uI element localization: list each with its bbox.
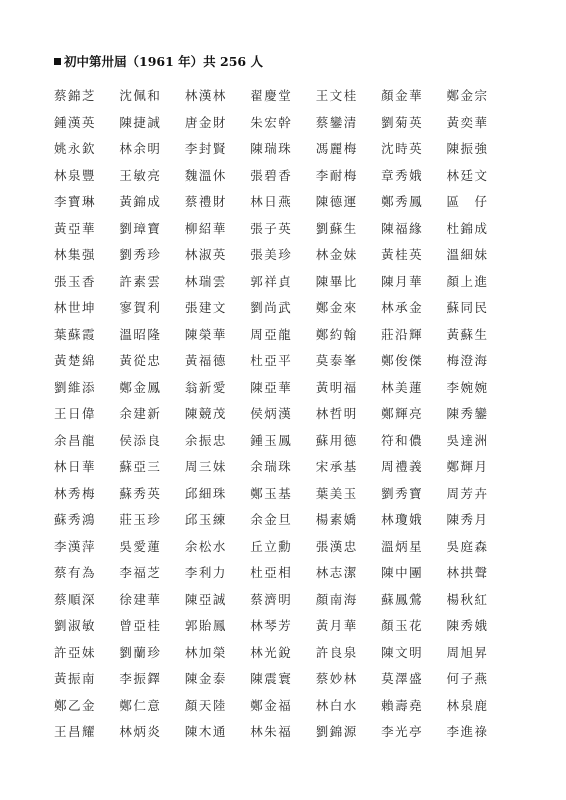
student-name: 章秀娥 [381,167,424,183]
name-row [54,374,512,401]
name-row [54,188,512,215]
name-row [54,109,512,136]
student-name: 陳秀娥 [446,618,489,634]
student-name: 林漢林 [184,88,227,104]
student-name: 陳福緣 [381,220,424,236]
student-name: 林美蓮 [381,379,424,395]
student-name: 林朱福 [250,724,293,740]
student-name: 黃福德 [184,353,227,369]
student-name: 王文桂 [315,88,358,104]
student-name: 莊沿輝 [381,326,424,342]
student-name: 王敏亮 [119,167,162,183]
name-row [54,241,512,268]
student-name: 林加榮 [184,644,227,660]
student-name: 許良泉 [315,644,358,660]
student-name: 林琴芳 [250,618,293,634]
student-name: 陳亞華 [250,379,293,395]
student-name: 符和儂 [381,432,424,448]
student-name: 顏南海 [315,591,358,607]
name-row [54,586,512,613]
student-name: 余松水 [184,538,227,554]
student-name: 林泉豐 [54,167,97,183]
student-name: 許亞妹 [54,644,97,660]
student-name: 林廷文 [446,167,489,183]
student-name: 何子燕 [446,671,489,687]
student-name: 寥賀利 [119,300,162,316]
student-name: 林拱聲 [446,565,489,581]
student-name: 李光亭 [381,724,424,740]
name-row [54,400,512,427]
student-name: 陳木通 [184,724,227,740]
student-name: 蘇秀英 [119,485,162,501]
student-name: 鄭玉基 [250,485,293,501]
name-row [54,135,512,162]
student-name: 溫昭隆 [119,326,162,342]
name-row [54,268,512,295]
student-name: 吳達洲 [446,432,489,448]
student-name: 陳捷誠 [119,114,162,130]
student-name: 賴壽堯 [381,697,424,713]
student-name: 林白水 [315,697,358,713]
student-name: 宋承基 [315,459,358,475]
student-name: 劉淑敏 [54,618,97,634]
student-name: 劉蘭珍 [119,644,162,660]
student-name: 徐建華 [119,591,162,607]
student-name: 張漢忠 [315,538,358,554]
student-name: 張碧香 [250,167,293,183]
student-name: 黃蘇生 [446,326,489,342]
name-row [54,215,512,242]
student-name: 黃振南 [54,671,97,687]
student-name: 王昌耀 [54,724,97,740]
student-name: 郭祥貞 [250,273,293,289]
student-name: 余瑞珠 [250,459,293,475]
student-name: 顏天陸 [184,697,227,713]
student-name: 劉菊英 [381,114,424,130]
name-row [54,506,512,533]
student-name: 陳振強 [446,141,489,157]
student-name: 周芳卉 [446,485,489,501]
student-name: 林日燕 [250,194,293,210]
student-name: 翟慶堂 [250,88,293,104]
student-name: 鄭金福 [250,697,293,713]
student-name: 鄭仁意 [119,697,162,713]
student-name: 陳震寰 [250,671,293,687]
student-name: 周三妹 [184,459,227,475]
student-name: 周禮義 [381,459,424,475]
student-name: 王日偉 [54,406,97,422]
student-name: 林金妹 [315,247,358,263]
student-name: 丘立勳 [250,538,293,554]
student-name: 梅澄海 [446,353,489,369]
student-name: 張玉香 [54,273,97,289]
student-name: 李振鐸 [119,671,162,687]
name-row [54,718,512,745]
student-name: 鄭輝亮 [381,406,424,422]
student-name: 顏上進 [446,273,489,289]
student-name: 林承金 [381,300,424,316]
student-name: 李進祿 [446,724,489,740]
student-name: 莊玉珍 [119,512,162,528]
student-name: 李婉婉 [446,379,489,395]
student-name: 沈佩和 [119,88,162,104]
student-name: 李福芝 [119,565,162,581]
student-name: 陳瑞珠 [250,141,293,157]
student-name: 陳中團 [381,565,424,581]
student-name: 黃月華 [315,618,358,634]
student-name: 蔡錦芝 [54,88,97,104]
student-name: 杜錦成 [446,220,489,236]
student-name: 蔡鑾清 [315,114,358,130]
name-list [54,82,512,745]
name-row [54,453,512,480]
student-name: 鍾漢英 [54,114,97,130]
student-name: 林淑英 [184,247,227,263]
student-name: 李寶琳 [54,194,97,210]
student-name: 劉尚武 [250,300,293,316]
student-name: 陳亞誠 [184,591,227,607]
student-name: 鄭俊傑 [381,353,424,369]
student-name: 杜亞平 [250,353,293,369]
student-name: 余振忠 [184,432,227,448]
student-name: 鍾玉鳳 [250,432,293,448]
student-name: 蘇鳳鶯 [381,591,424,607]
student-name: 黃明福 [315,379,358,395]
student-name: 周亞龍 [250,326,293,342]
student-name: 楊秋紅 [446,591,489,607]
student-name: 蘇用德 [315,432,358,448]
section-title [54,52,263,70]
student-name: 杜亞相 [250,565,293,581]
student-name: 陳榮華 [184,326,227,342]
student-name: 顏金華 [381,88,424,104]
student-name: 劉蘇生 [315,220,358,236]
student-name: 許素雲 [119,273,162,289]
student-name: 姚永欽 [54,141,97,157]
name-row [54,612,512,639]
student-name: 林世坤 [54,300,97,316]
student-name: 鄭乙金 [54,697,97,713]
student-name: 侯添良 [119,432,162,448]
name-row [54,347,512,374]
name-row [54,294,512,321]
student-name: 郭貽鳳 [184,618,227,634]
student-name: 蘇亞三 [119,459,162,475]
student-name: 黃從忠 [119,353,162,369]
name-row [54,480,512,507]
student-name: 陳文明 [381,644,424,660]
student-name: 林余明 [119,141,162,157]
student-name: 葉美玉 [315,485,358,501]
student-name: 余金旦 [250,512,293,528]
name-row [54,82,512,109]
student-name: 李漢萍 [54,538,97,554]
student-name: 黃亞華 [54,220,97,236]
student-name: 蔡禮財 [184,194,227,210]
student-name: 蔡妙林 [315,671,358,687]
student-name: 余昌龍 [54,432,97,448]
student-name: 余建新 [119,406,162,422]
name-row [54,162,512,189]
student-name: 柳紹華 [184,220,227,236]
student-name: 楊素嬌 [315,512,358,528]
student-name: 陳德運 [315,194,358,210]
student-name: 吳愛蓮 [119,538,162,554]
student-name: 黃楚綿 [54,353,97,369]
student-name: 蔡順深 [54,591,97,607]
student-name: 林秀梅 [54,485,97,501]
name-row [54,533,512,560]
student-name: 劉秀珍 [119,247,162,263]
student-name: 葉蘇霞 [54,326,97,342]
student-name: 劉秀寶 [381,485,424,501]
student-name: 林瓊娥 [381,512,424,528]
student-name: 侯炳漢 [250,406,293,422]
student-name: 鄭金宗 [446,88,489,104]
student-name: 鄭秀鳳 [381,194,424,210]
student-name: 陳畢比 [315,273,358,289]
student-name: 魏溫休 [184,167,227,183]
student-name: 馮麗梅 [315,141,358,157]
student-name: 沈時英 [381,141,424,157]
student-name: 林瑞雲 [184,273,227,289]
student-name: 蘇秀鴻 [54,512,97,528]
student-name: 翁新愛 [184,379,227,395]
student-name: 林志潔 [315,565,358,581]
student-name: 陳秀月 [446,512,489,528]
student-name: 陳秀鑾 [446,406,489,422]
student-name: 黃桂英 [381,247,424,263]
section-title-text: 初中第卅屆（1961 年）共 256 人 [64,54,263,69]
student-name: 劉維添 [54,379,97,395]
student-name: 黃錦成 [119,194,162,210]
student-name: 張美珍 [250,247,293,263]
student-name: 李封賢 [184,141,227,157]
student-name: 唐金財 [184,114,227,130]
student-name: 林日華 [54,459,97,475]
student-name: 林炳炎 [119,724,162,740]
name-row [54,692,512,719]
name-row [54,665,512,692]
square-bullet-icon [54,58,61,65]
student-name: 陳金泰 [184,671,227,687]
student-name: 區 仔 [446,194,489,210]
student-name: 陳競茂 [184,406,227,422]
student-name: 莫澤盛 [381,671,424,687]
student-name: 莫泰峯 [315,353,358,369]
student-name: 邱細珠 [184,485,227,501]
name-row [54,321,512,348]
student-name: 曾亞桂 [119,618,162,634]
student-name: 鄭金來 [315,300,358,316]
student-name: 周旭昇 [446,644,489,660]
student-name: 邱玉練 [184,512,227,528]
student-name: 鄭金鳳 [119,379,162,395]
student-name: 吳庭森 [446,538,489,554]
student-name: 蔡濟明 [250,591,293,607]
student-name: 鄭約翰 [315,326,358,342]
student-name: 蔡有為 [54,565,97,581]
name-row [54,427,512,454]
student-name: 劉璋寶 [119,220,162,236]
student-name: 溫細妹 [446,247,489,263]
student-name: 李耐梅 [315,167,358,183]
student-name: 林光銳 [250,644,293,660]
student-name: 朱宏幹 [250,114,293,130]
student-name: 劉錦源 [315,724,358,740]
student-name: 鄭輝月 [446,459,489,475]
student-name: 張子英 [250,220,293,236]
name-row [54,639,512,666]
student-name: 顏玉花 [381,618,424,634]
student-name: 李利力 [184,565,227,581]
student-name: 黃奕華 [446,114,489,130]
student-name: 蘇同民 [446,300,489,316]
name-row [54,559,512,586]
student-name: 林集强 [54,247,97,263]
student-name: 溫炳星 [381,538,424,554]
student-name: 張建文 [184,300,227,316]
student-name: 林泉鹿 [446,697,489,713]
student-name: 陳月華 [381,273,424,289]
student-name: 林哲明 [315,406,358,422]
